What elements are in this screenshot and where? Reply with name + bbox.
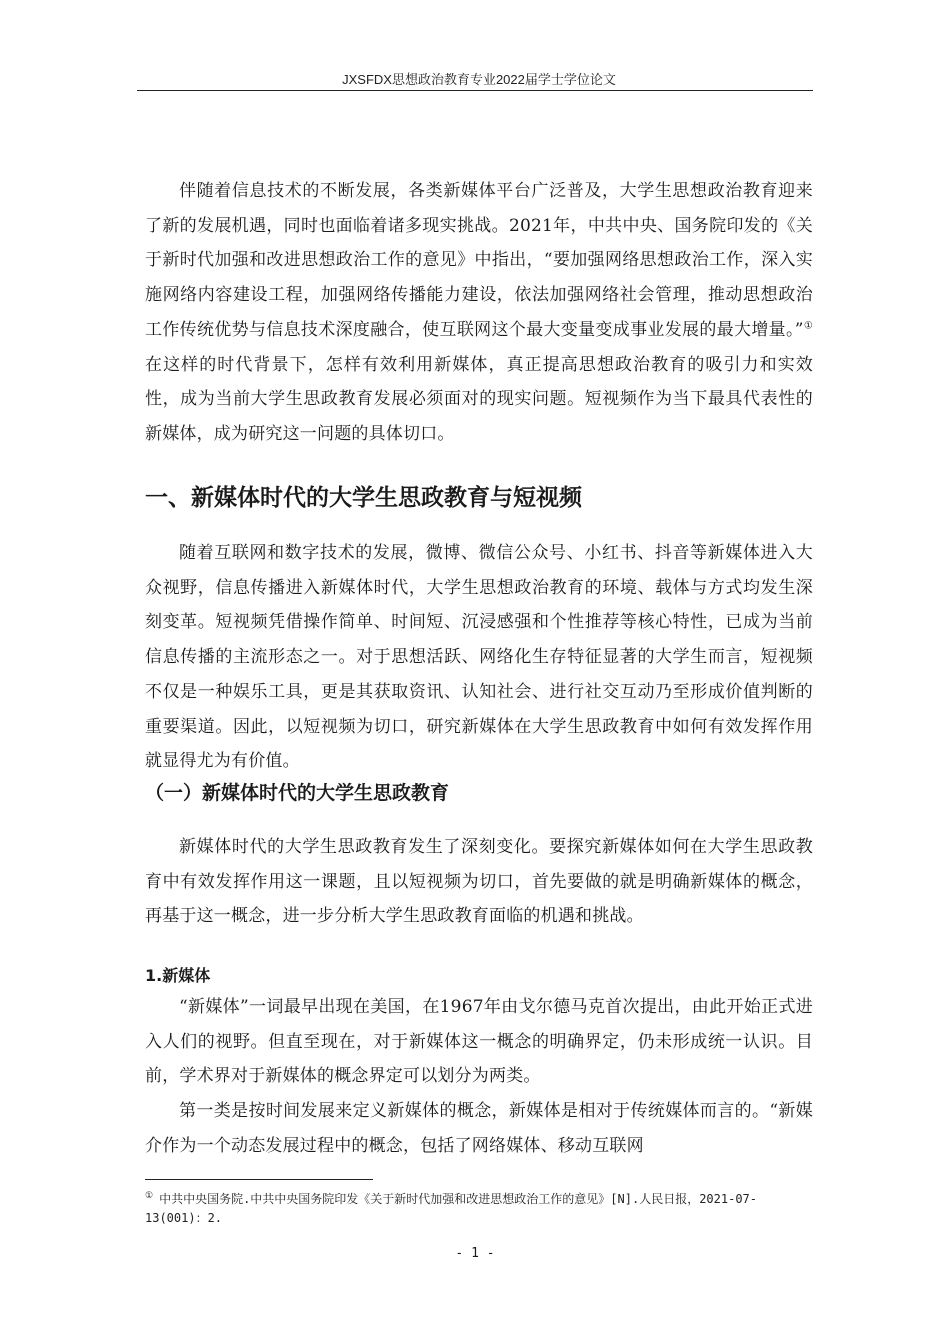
footnote-separator xyxy=(145,1179,373,1180)
footnote xyxy=(145,1190,813,1228)
new-media-paragraph: “新媒体”一词最早出现在美国，在1967年由戈尔德马克首次提出，由此开始正式进入人们的视野。但直至现在，对于新媒体这一概念的明确界定，仍未形成统一认识。目前，学术界对于新媒体的概念界定可以划分为两类。 xyxy=(145,997,813,1087)
subsection-paragraph: 新媒体时代的大学生思政教育发生了深刻变化。要探究新媒体如何在大学生思政教育中有效发挥作用这一课题，且以短视频为切口，首先要做的就是明确新媒体的概念，再基于这一概念，进一步分析大学生思政教育面临的机遇和挑战。 xyxy=(145,837,813,927)
intro-text-continued: 在这样的时代背景下，怎样有效利用新媒体，真正提高思想政治教育的吸引力和实效性，成为当前大学生思政教育发展必须面对的现实问题。短视频作为当下最具代表性的新媒体，成为研究这一问题的具体切口。 xyxy=(145,354,813,444)
subsubsection-heading: 1.新媒体 xyxy=(145,966,211,985)
section-heading: 一、新媒体时代的大学生思政教育与短视频 xyxy=(145,485,582,511)
intro-text: 伴随着信息技术的不断发展，各类新媒体平台广泛普及，大学生思想政治教育迎来了新的发展机遇，同时也面临着诸多现实挑战。2021年，中共中央、国务院印发的《关于新时代加强和改进思想政治工作的意见》中指出，“要加强网络思想政治工作，深入实施网络内容建设工程，加强网络传播能力建设，依法加强网络社会管理，推动思想政治工作传统优势与信息技术深度融合，使互联网这个最大变量变成事业发展的最大增量。” xyxy=(145,181,813,340)
footnote-text: 中共中央国务院.中共中央国务院印发《关于新时代加强和改进思想政治工作的意见》[N].人民日报，2021-07-13(001)：2. xyxy=(145,1192,758,1225)
intro-paragraph xyxy=(145,174,813,452)
subsection-heading: （一）新媒体时代的大学生思政教育 xyxy=(145,782,450,804)
header-rule xyxy=(137,90,813,91)
section-paragraph: 随着互联网和数字技术的发展，微博、微信公众号、小红书、抖音等新媒体进入大众视野，信息传播进入新媒体时代，大学生思想政治教育的环境、载体与方式均发生深刻变革。短视频凭借操作简单、时间短、沉浸感强和个性推荐等核心特性，已成为当前信息传播的主流形态之一。对于思想活跃、网络化生存特征显著的大学生而言，短视频不仅是一种娱乐工具，更是其获取资讯、认知社会、进行社交互动乃至形成价值判断的重要渠道。因此，以短视频为切口，研究新媒体在大学生思政教育中如何有效发挥作用就显得尤为有价值。 xyxy=(145,543,813,772)
footnote-mark: ① xyxy=(145,1191,154,1201)
footnote-reference[interactable]: ① xyxy=(803,320,813,332)
page-number: - 1 - xyxy=(455,1246,495,1261)
definition-paragraph: 第一类是按时间发展来定义新媒体的概念，新媒体是相对于传统媒体而言的。“新媒介作为一个动态发展过程中的概念，包括了网络媒体、移动互联网 xyxy=(145,1101,813,1156)
running-header: JXSFDX思想政治教育专业2022届学士学位论文 xyxy=(342,72,616,87)
